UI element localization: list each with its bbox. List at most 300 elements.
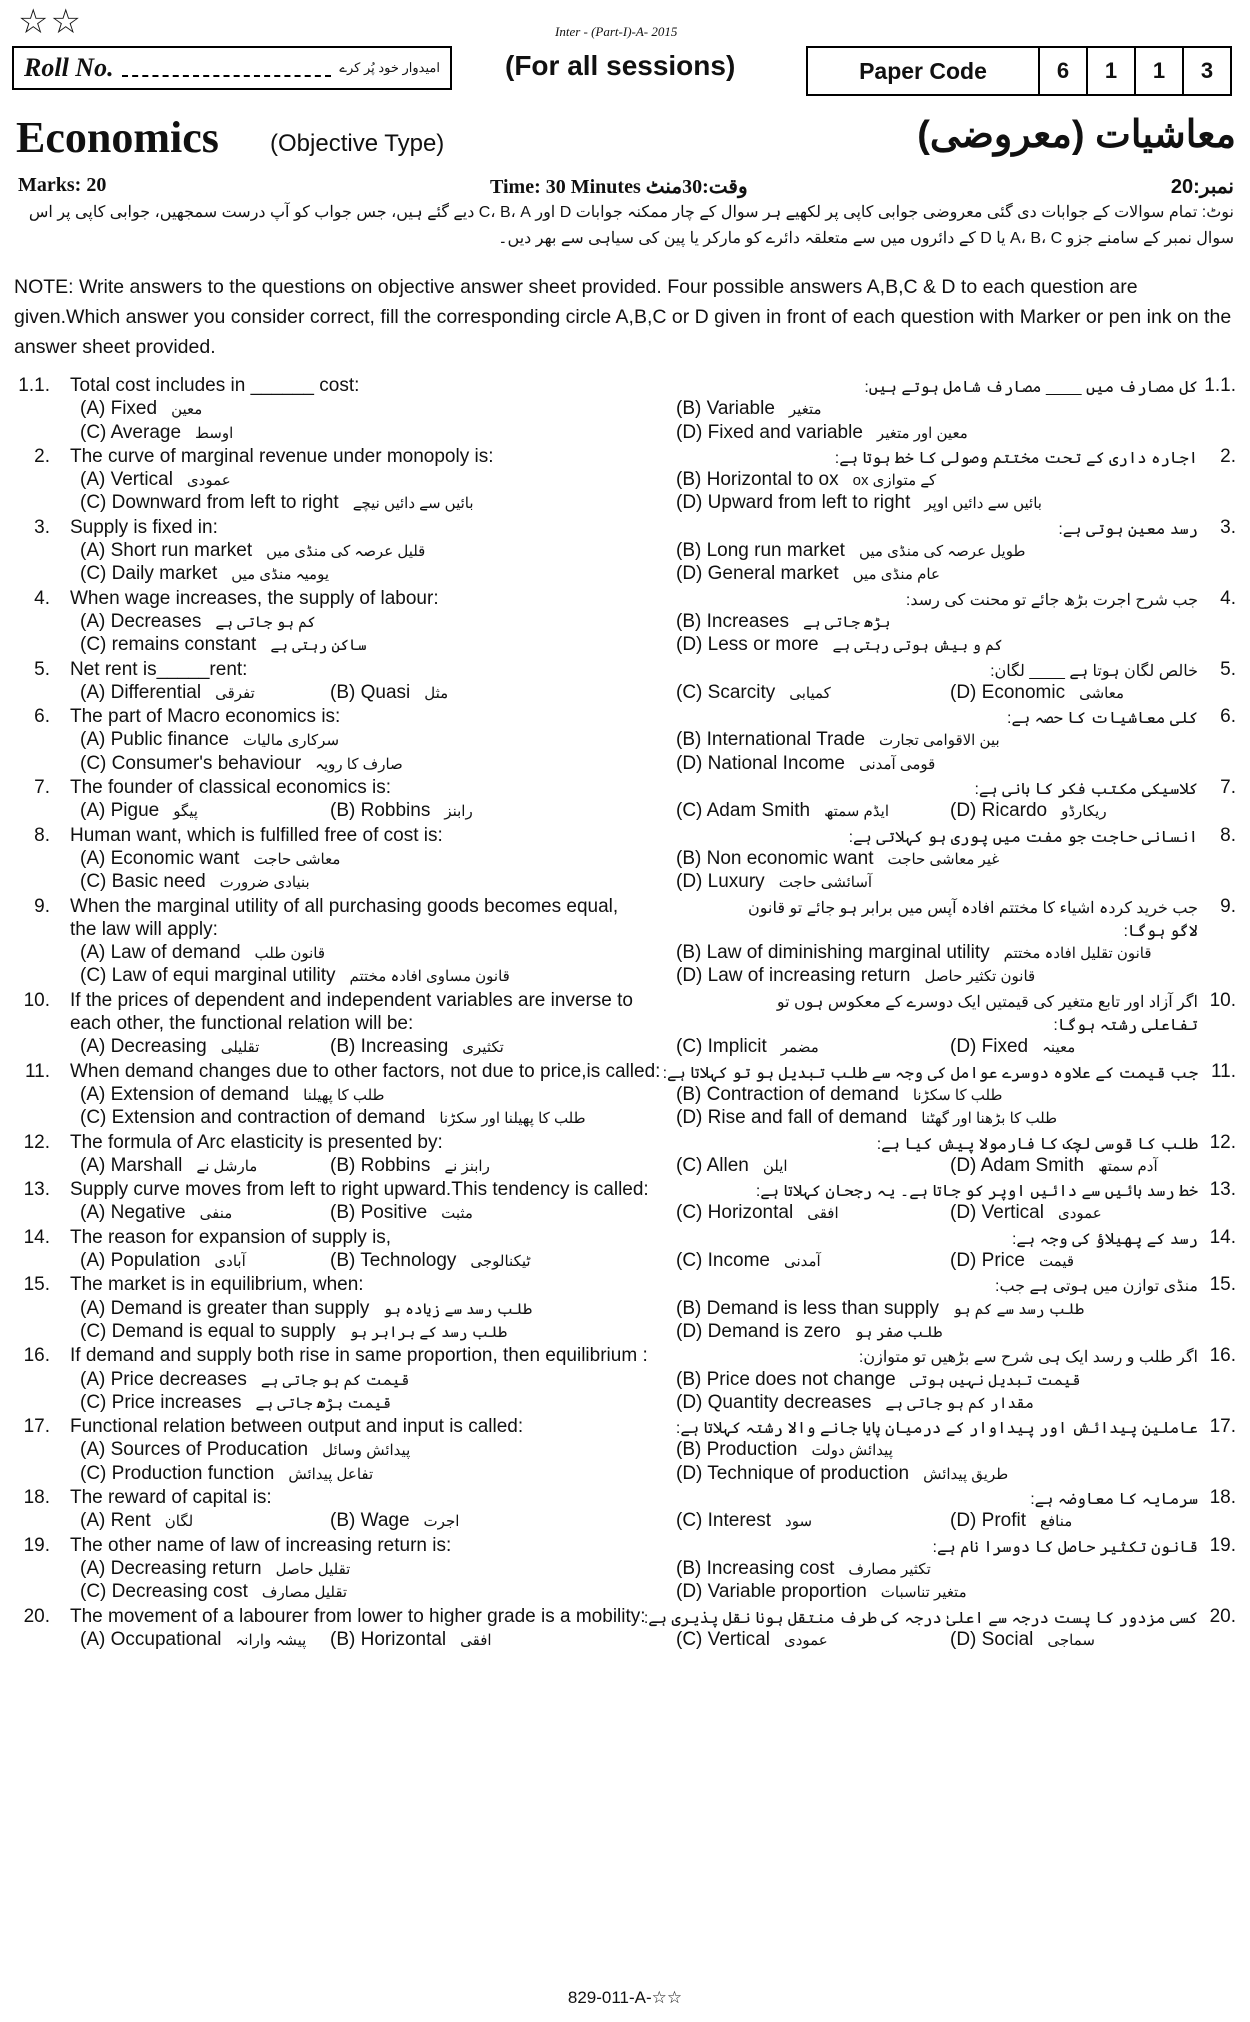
option-label-urdu: مارشل نے	[196, 1157, 258, 1175]
option-label: (A) Short run market	[80, 540, 253, 562]
option-label-urdu: قیمت تبدیل نہیں ہوتی	[909, 1371, 1081, 1389]
option-label-urdu: پیشہ وارانہ	[235, 1631, 307, 1649]
option-label-urdu: طویل عرصہ کی منڈی میں	[858, 543, 1026, 561]
question-text: The other name of law of increasing return is:	[70, 1534, 452, 1556]
roll-label: Roll No.	[24, 53, 114, 82]
option-label-urdu: تقلیل مصارف	[261, 1584, 348, 1602]
option-label: (A) Marshall	[80, 1154, 183, 1176]
option-label: (D) Price	[950, 1250, 1025, 1272]
option-label: (B) Horizontal to ox	[676, 469, 839, 491]
question-number-urdu: 10.	[1209, 989, 1236, 1011]
question-number-urdu: 13.	[1209, 1179, 1236, 1201]
question-number-urdu: 4.	[1220, 587, 1236, 609]
question-text-urdu: اگر آزاد اور تابع متغیر کی قیمتیں ایک دوسرے کے معکوس ہوں تو	[776, 993, 1198, 1011]
answer-option[interactable]	[950, 800, 1107, 822]
question-text: When wage increases, the supply of labour:	[70, 587, 439, 609]
marks-urdu: نمبر:20	[1170, 176, 1234, 198]
option-label-urdu: سماجی	[1047, 1631, 1095, 1649]
question-text: When the marginal utility of all purchasing goods becomes equal,	[70, 895, 619, 917]
answer-option[interactable]	[80, 1392, 391, 1414]
question-text: Human want, which is fulfilled free of cost is:	[70, 824, 443, 846]
option-label-urdu: یومیہ منڈی میں	[231, 566, 329, 584]
answer-option[interactable]	[80, 1084, 384, 1106]
option-label: (A) Demand is greater than supply	[80, 1297, 370, 1319]
option-label-urdu: منفی	[199, 1205, 233, 1223]
answer-option[interactable]	[80, 1439, 410, 1461]
answer-option[interactable]	[676, 634, 1003, 656]
question-number-urdu: 11.	[1210, 1060, 1236, 1082]
option-label-urdu: قانون مساوی افادہ مختتم	[349, 968, 510, 986]
answer-option[interactable]	[676, 492, 1042, 514]
answer-option[interactable]	[330, 1629, 492, 1651]
option-label-urdu: بڑھ جاتی ہے	[802, 613, 891, 631]
option-label-urdu: بائیں سے دائیں اوپر	[924, 495, 1042, 513]
question-text-urdu: قانون تکثیر حاصل کا دوسرا نام ہے:	[932, 1538, 1198, 1556]
option-label-urdu: تقلیلی	[220, 1039, 260, 1057]
roll-number-field[interactable]	[122, 75, 332, 77]
answer-option[interactable]	[676, 1510, 812, 1532]
option-label-urdu: صارف کا رویہ	[315, 755, 403, 773]
answer-option[interactable]	[330, 1250, 531, 1272]
option-label-urdu: رابنز	[444, 803, 473, 821]
option-label: (D) Rise and fall of demand	[676, 1107, 908, 1129]
option-label-urdu: قانون تکثیر حاصل	[924, 968, 1036, 986]
subject-title: Economics	[16, 113, 219, 162]
answer-option[interactable]	[330, 1155, 490, 1177]
option-label-urdu: تقلیل حاصل	[275, 1560, 351, 1578]
question-number-urdu: 12.	[1209, 1131, 1236, 1153]
english-instructions: NOTE: Write answers to the questions on objective answer sheet provided. Four possible answers A,B,C & D to each question are given.Which answer you consider correct, fill the corresponding circle A,B,C or D given in front of each question with Marker or pen ink on the answer sheet provided.	[14, 276, 1232, 358]
answer-option[interactable]	[80, 1036, 259, 1058]
option-label: (D) Law of increasing return	[676, 965, 911, 987]
option-label-urdu: آدم سمتھ	[1098, 1157, 1158, 1175]
option-label: (D) General market	[676, 563, 839, 585]
option-label-urdu: قیمت بڑھ جاتی ہے	[255, 1394, 392, 1412]
answer-option[interactable]	[676, 682, 831, 704]
option-label: (D) Ricardo	[950, 800, 1048, 822]
question-number: 11.	[24, 1060, 50, 1082]
answer-option[interactable]	[676, 1581, 967, 1603]
question-number: 6.	[34, 706, 50, 728]
question-text: The reward of capital is:	[70, 1487, 272, 1509]
answer-option[interactable]	[80, 1510, 193, 1532]
option-label: (C) Allen	[676, 1154, 749, 1176]
option-label: (D) Quantity decreases	[676, 1391, 872, 1413]
answer-option[interactable]	[80, 422, 233, 444]
option-label: (B) Price does not change	[676, 1368, 896, 1390]
option-label-urdu: افقی	[807, 1205, 839, 1223]
option-label-urdu: کمیابی	[789, 684, 831, 702]
option-label: (C) Downward from left to right	[80, 492, 339, 514]
option-label: (D) Upward from left to right	[676, 492, 911, 514]
question-number-urdu: 8.	[1220, 824, 1236, 846]
option-label-urdu: معین	[171, 401, 203, 419]
option-label: (B) Production	[676, 1439, 798, 1461]
question-text-urdu-continued: تفاعلی رشتہ ہوگا:	[1053, 1017, 1198, 1035]
question-text-urdu: جب خرید کردہ اشیاء کا مختتم افادہ آپس میں برابر ہو جائے تو قانون	[748, 899, 1198, 917]
answer-option[interactable]	[676, 422, 968, 444]
option-label: (C) remains constant	[80, 634, 257, 656]
question-text: The curve of marginal revenue under monopoly is:	[70, 445, 494, 467]
option-label: (B) Increases	[676, 610, 789, 632]
answer-option[interactable]	[80, 492, 474, 514]
answer-option[interactable]	[80, 753, 403, 775]
answer-option[interactable]	[330, 1510, 459, 1532]
question-number-urdu: 18.	[1209, 1487, 1236, 1509]
option-label: (B) Robbins	[330, 800, 431, 822]
answer-option[interactable]	[676, 1463, 1008, 1485]
question-number-urdu: 3.	[1220, 516, 1236, 538]
answer-option[interactable]	[950, 1155, 1158, 1177]
question-text-urdu: اگر طلب و رسد ایک ہی شرح سے بڑھیں تو متوازن:	[858, 1349, 1198, 1367]
option-label: (A) Fixed	[80, 398, 158, 420]
answer-option[interactable]	[80, 540, 425, 562]
option-label: (C) Basic need	[80, 871, 206, 893]
option-label: (C) Decreasing cost	[80, 1581, 248, 1603]
option-label-urdu: کم و بیش ہوتی رہتی ہے	[832, 637, 1003, 655]
question-number: 16.	[23, 1345, 50, 1367]
answer-option[interactable]	[676, 1155, 788, 1177]
footer-code: 829-011-A-☆☆	[567, 1988, 683, 2007]
option-label-urdu: قیمت کم ہو جاتی ہے	[260, 1371, 410, 1389]
option-label: (A) Negative	[80, 1202, 186, 1224]
question-number: 13.	[23, 1179, 50, 1201]
answer-option[interactable]	[330, 800, 473, 822]
answer-option[interactable]	[80, 563, 329, 585]
option-label: (A) Vertical	[80, 469, 173, 491]
option-label-urdu: پیگو	[173, 803, 198, 821]
option-label-urdu: آبادی	[214, 1253, 246, 1271]
answer-option[interactable]	[80, 469, 231, 491]
answer-option[interactable]	[676, 1298, 1084, 1320]
answer-option[interactable]	[676, 611, 890, 633]
paper-code-label: Paper Code	[859, 57, 987, 84]
option-label-urdu: لگان	[164, 1513, 194, 1531]
question-text: When demand changes due to other factors, not due to price,is called:	[70, 1060, 661, 1082]
question-number-urdu: 20.	[1209, 1605, 1236, 1627]
stars-mark: ☆☆	[18, 3, 83, 41]
option-label-urdu: معاشی	[1079, 684, 1124, 702]
option-label-urdu: تفرقی	[215, 684, 255, 702]
option-label: (C) Extension and contraction of demand	[80, 1107, 426, 1129]
option-label: (B) Horizontal	[330, 1628, 447, 1650]
option-label: (D) Economic	[950, 681, 1066, 703]
question-text: The formula of Arc elasticity is presented by:	[70, 1131, 443, 1153]
option-label-urdu: عمودی	[783, 1631, 828, 1649]
answer-option[interactable]	[80, 1581, 347, 1603]
marks-label: Marks: 20	[18, 174, 107, 196]
option-label: (A) Decreases	[80, 610, 202, 632]
answer-option[interactable]	[80, 1463, 373, 1485]
answer-option[interactable]	[676, 469, 936, 491]
option-label-urdu: طلب صفر ہو	[854, 1323, 943, 1341]
option-label: (C) Production function	[80, 1462, 275, 1484]
answer-option[interactable]	[676, 729, 1000, 751]
option-label: (B) Technology	[330, 1250, 457, 1272]
option-label: (D) Technique of production	[676, 1462, 910, 1484]
answer-option[interactable]	[950, 1250, 1074, 1272]
answer-option[interactable]	[676, 965, 1035, 987]
answer-option[interactable]	[80, 1298, 532, 1320]
paper-code-digit: 1	[1086, 48, 1134, 94]
option-label: (B) Wage	[330, 1510, 410, 1532]
option-label-urdu: سود	[785, 1513, 813, 1531]
subject-title-urdu: معاشیات (معروضی)	[917, 114, 1236, 156]
question-text: Net rent is_____rent:	[70, 658, 248, 680]
option-label: (D) Demand is zero	[676, 1320, 841, 1342]
question-text-urdu: انسانی حاجت جو مفت میں پوری ہو کہلاتی ہے:	[848, 828, 1198, 846]
question-text: Supply is fixed in:	[70, 516, 218, 538]
option-label: (C) Average	[80, 421, 182, 443]
answer-option[interactable]	[80, 729, 339, 751]
answer-option[interactable]	[676, 800, 889, 822]
question-number: 5.	[34, 658, 50, 680]
option-label: (D) Adam Smith	[950, 1154, 1085, 1176]
option-label-urdu: آسائشی حاجت	[778, 874, 873, 892]
paper-code-box	[806, 46, 1232, 96]
option-label: (A) Decreasing return	[80, 1557, 262, 1579]
option-label: (A) Law of demand	[80, 942, 241, 964]
option-label: (D) Variable proportion	[676, 1581, 867, 1603]
option-label-urdu: مثل	[424, 684, 449, 702]
answer-option[interactable]	[676, 1369, 1080, 1391]
answer-option[interactable]	[676, 1392, 1034, 1414]
question-text: Supply curve moves from left to right upward.This tendency is called:	[70, 1179, 649, 1201]
option-label-urdu: بائیں سے دائیں نیچے	[352, 495, 474, 513]
option-label-urdu: اوسط	[195, 424, 234, 442]
option-label: (A) Pigue	[80, 800, 160, 822]
answer-option[interactable]	[80, 1369, 409, 1391]
answer-option[interactable]	[80, 1558, 350, 1580]
question-text: If the prices of dependent and independent variables are inverse to	[70, 989, 633, 1011]
option-label-urdu: ایڈم سمتھ	[824, 803, 890, 821]
option-label: (A) Differential	[80, 681, 202, 703]
question-number: 14.	[23, 1226, 50, 1248]
option-label: (A) Price decreases	[80, 1368, 247, 1390]
option-label: (C) Vertical	[676, 1628, 770, 1650]
option-label: (C) Horizontal	[676, 1202, 794, 1224]
question-text-urdu: کلی معاشیات کا حصہ ہے:	[1007, 710, 1198, 728]
question-number-urdu: 17.	[1209, 1416, 1236, 1438]
answer-option[interactable]	[676, 1107, 1057, 1129]
question-number-urdu: 15.	[1209, 1274, 1236, 1296]
option-label-urdu: مثبت	[441, 1205, 473, 1223]
question-text-urdu-continued: لاگو ہوگا:	[1123, 922, 1198, 940]
option-label: (A) Occupational	[80, 1628, 222, 1650]
question-number: 3.	[34, 516, 50, 538]
option-label-urdu: طریق پیدائش	[923, 1465, 1009, 1483]
answer-option[interactable]	[330, 682, 448, 704]
option-label-urdu: قلیل عرصہ کی منڈی میں	[266, 543, 426, 561]
question-number: 20.	[23, 1605, 50, 1627]
question-text-urdu: منڈی توازن میں ہوتی ہے جب:	[995, 1278, 1198, 1296]
paper-reference: Inter - (Part-I)-A- 2015	[555, 24, 678, 39]
answer-option[interactable]	[676, 1250, 821, 1272]
question-text-continued: the law will apply:	[70, 918, 218, 940]
answer-option[interactable]	[676, 1629, 828, 1651]
option-label: (C) Implicit	[676, 1036, 767, 1058]
option-label-urdu: بنیادی ضرورت	[219, 874, 310, 892]
option-label: (D) National Income	[676, 752, 845, 774]
answer-option[interactable]	[80, 1321, 507, 1343]
question-text: The founder of classical economics is:	[70, 777, 392, 799]
question-text-urdu: رسد معین ہوتی ہے:	[1058, 520, 1198, 538]
answer-option[interactable]	[950, 1510, 1072, 1532]
answer-option[interactable]	[330, 1202, 473, 1224]
option-label: (A) Extension of demand	[80, 1083, 290, 1105]
answer-option[interactable]	[80, 871, 310, 893]
time-label: Time: 30 Minutes وقت:30منٹ	[490, 176, 748, 198]
answer-option[interactable]	[80, 682, 255, 704]
question-text-urdu: رسد کے پھیلاؤ کی وجہ ہے:	[1011, 1230, 1198, 1248]
option-label: (A) Rent	[80, 1510, 151, 1532]
answer-option[interactable]	[676, 563, 940, 585]
option-label: (A) Decreasing	[80, 1036, 207, 1058]
option-label-urdu: ساکن رہتی ہے	[270, 637, 367, 655]
option-label: (B) International Trade	[676, 729, 866, 751]
answer-option[interactable]	[330, 1036, 504, 1058]
answer-option[interactable]	[950, 1629, 1095, 1651]
answer-option[interactable]	[80, 634, 367, 656]
answer-option[interactable]	[80, 1629, 306, 1651]
question-number-urdu: 9.	[1220, 895, 1236, 917]
option-label-urdu: ایلن	[762, 1157, 788, 1175]
option-label: (C) Income	[676, 1250, 770, 1272]
answer-option[interactable]	[80, 800, 198, 822]
option-label-urdu: معاشی حاجت	[253, 850, 341, 868]
option-label-urdu: متغیر تناسبات	[880, 1584, 967, 1602]
question-number: 7.	[34, 777, 50, 799]
answer-option[interactable]	[80, 611, 316, 633]
question-number-urdu: 1.1.	[1204, 375, 1236, 396]
option-label-urdu: منافع	[1040, 1513, 1073, 1531]
answer-option[interactable]	[950, 1202, 1102, 1224]
option-label: (C) Daily market	[80, 563, 218, 585]
question-text-continued: each other, the functional relation will be:	[70, 1013, 414, 1035]
question-number-urdu: 19.	[1209, 1534, 1236, 1556]
option-label-urdu: عمودی	[186, 472, 231, 490]
option-label: (B) Law of diminishing marginal utility	[676, 942, 990, 964]
question-text: The market is in equilibrium, when:	[70, 1274, 364, 1296]
question-number: 19.	[23, 1534, 50, 1556]
option-label-urdu: قومی آمدنی	[858, 755, 936, 773]
question-number: 1.1.	[18, 375, 50, 396]
option-label-urdu: طلب کا پھیلنا اور سکڑنا	[439, 1110, 586, 1128]
option-label: (B) Demand is less than supply	[676, 1297, 939, 1319]
answer-option[interactable]	[80, 1155, 257, 1177]
option-label: (C) Demand is equal to supply	[80, 1320, 336, 1342]
option-label: (D) Vertical	[950, 1202, 1044, 1224]
option-label: (D) Less or more	[676, 634, 819, 656]
option-label-urdu: طلب رسد سے زیادہ ہو	[383, 1300, 532, 1318]
option-label: (B) Increasing cost	[676, 1557, 835, 1579]
option-label: (C) Price increases	[80, 1391, 242, 1413]
answer-option[interactable]	[80, 848, 340, 870]
question-text-urdu: طلب کا قوسی لچک کا فارمولا پیش کیا ہے:	[876, 1135, 1198, 1153]
option-label: (B) Robbins	[330, 1154, 431, 1176]
answer-option[interactable]	[950, 1036, 1075, 1058]
question-number-urdu: 6.	[1220, 706, 1236, 728]
paper-code-digit: 3	[1182, 48, 1230, 94]
question-text: The reason for expansion of supply is,	[70, 1226, 392, 1248]
answer-option[interactable]	[676, 753, 935, 775]
option-label-urdu: پیدائش وسائل	[322, 1442, 411, 1460]
question-number: 17.	[23, 1416, 50, 1438]
answer-option[interactable]	[676, 1558, 931, 1580]
paper-code-digit: 6	[1038, 48, 1086, 94]
option-label: (C) Adam Smith	[676, 800, 811, 822]
answer-option[interactable]	[80, 398, 202, 420]
option-label-urdu: قانون تقلیل افادہ مختتم	[1003, 945, 1152, 963]
answer-option[interactable]	[676, 398, 822, 420]
answer-option[interactable]	[676, 1321, 942, 1343]
answer-option[interactable]	[80, 942, 325, 964]
question-text-urdu: اجارہ داری کے تحت مختتم وصولی کا خط ہوتا ہے:	[834, 449, 1198, 467]
option-label: (A) Sources of Producation	[80, 1439, 309, 1461]
option-label-urdu: تکثیری	[462, 1039, 504, 1057]
option-label: (D) Profit	[950, 1510, 1026, 1532]
option-label: (A) Public finance	[80, 729, 229, 751]
question-text: The movement of a labourer from lower to higher grade is a mobility:	[70, 1605, 646, 1627]
option-label: (A) Economic want	[80, 847, 240, 869]
option-label: (D) Social	[950, 1628, 1034, 1650]
answer-option[interactable]	[676, 871, 872, 893]
sessions-label: (For all sessions)	[505, 50, 736, 81]
option-label: (C) Scarcity	[676, 681, 776, 703]
option-label-urdu: طلب کا پھیلنا	[303, 1086, 385, 1104]
answer-option[interactable]	[676, 1439, 893, 1461]
option-label: (B) Variable	[676, 398, 775, 420]
question-text-urdu: عاملین پیدائش اور پیداوار کے درمیان پایا جانے والا رشتہ کہلاتا ہے:	[675, 1420, 1198, 1438]
answer-option[interactable]	[676, 942, 1152, 964]
question-number: 8.	[34, 824, 50, 846]
option-label: (C) Law of equi marginal utility	[80, 965, 336, 987]
question-number: 10.	[23, 989, 50, 1011]
answer-option[interactable]	[80, 1107, 586, 1129]
question-text: The part of Macro economics is:	[70, 706, 341, 728]
answer-option[interactable]	[80, 1250, 246, 1272]
question-number-urdu: 2.	[1220, 445, 1236, 467]
option-label-urdu: قیمت	[1038, 1253, 1075, 1271]
question-text-urdu: کل مصارف میں ____ مصارف شامل ہوتے ہیں:	[864, 379, 1198, 396]
answer-option[interactable]	[676, 1084, 1002, 1106]
answer-option[interactable]	[80, 965, 510, 987]
option-label-urdu: طلب کا سکڑنا	[912, 1086, 1003, 1104]
question-number: 12.	[23, 1131, 50, 1153]
option-label-urdu: غیر معاشی حاجت	[887, 850, 1000, 868]
option-label: (B) Quasi	[330, 681, 411, 703]
option-label-urdu: معینہ	[1042, 1039, 1076, 1057]
answer-option[interactable]	[676, 848, 999, 870]
answer-option[interactable]	[676, 540, 1025, 562]
option-label-urdu: طلب رسد کے برابر ہو	[349, 1323, 507, 1341]
question-number-urdu: 14.	[1209, 1226, 1236, 1248]
option-label: (D) Fixed	[950, 1036, 1029, 1058]
option-label: (B) Contraction of demand	[676, 1083, 899, 1105]
answer-option[interactable]	[80, 1202, 232, 1224]
option-label-urdu: مقدار کم ہو جاتی ہے	[885, 1394, 1034, 1412]
question-text: Functional relation between output and input is called:	[70, 1416, 524, 1438]
question-number-urdu: 16.	[1209, 1345, 1236, 1367]
option-label: (D) Fixed and variable	[676, 421, 863, 443]
answer-option[interactable]	[950, 682, 1124, 704]
option-label: (D) Luxury	[676, 871, 765, 893]
roll-number-box	[12, 46, 452, 90]
option-label: (B) Non economic want	[676, 847, 874, 869]
answer-option[interactable]	[676, 1202, 839, 1224]
answer-option[interactable]	[676, 1036, 819, 1058]
option-label: (B) Long run market	[676, 540, 845, 562]
